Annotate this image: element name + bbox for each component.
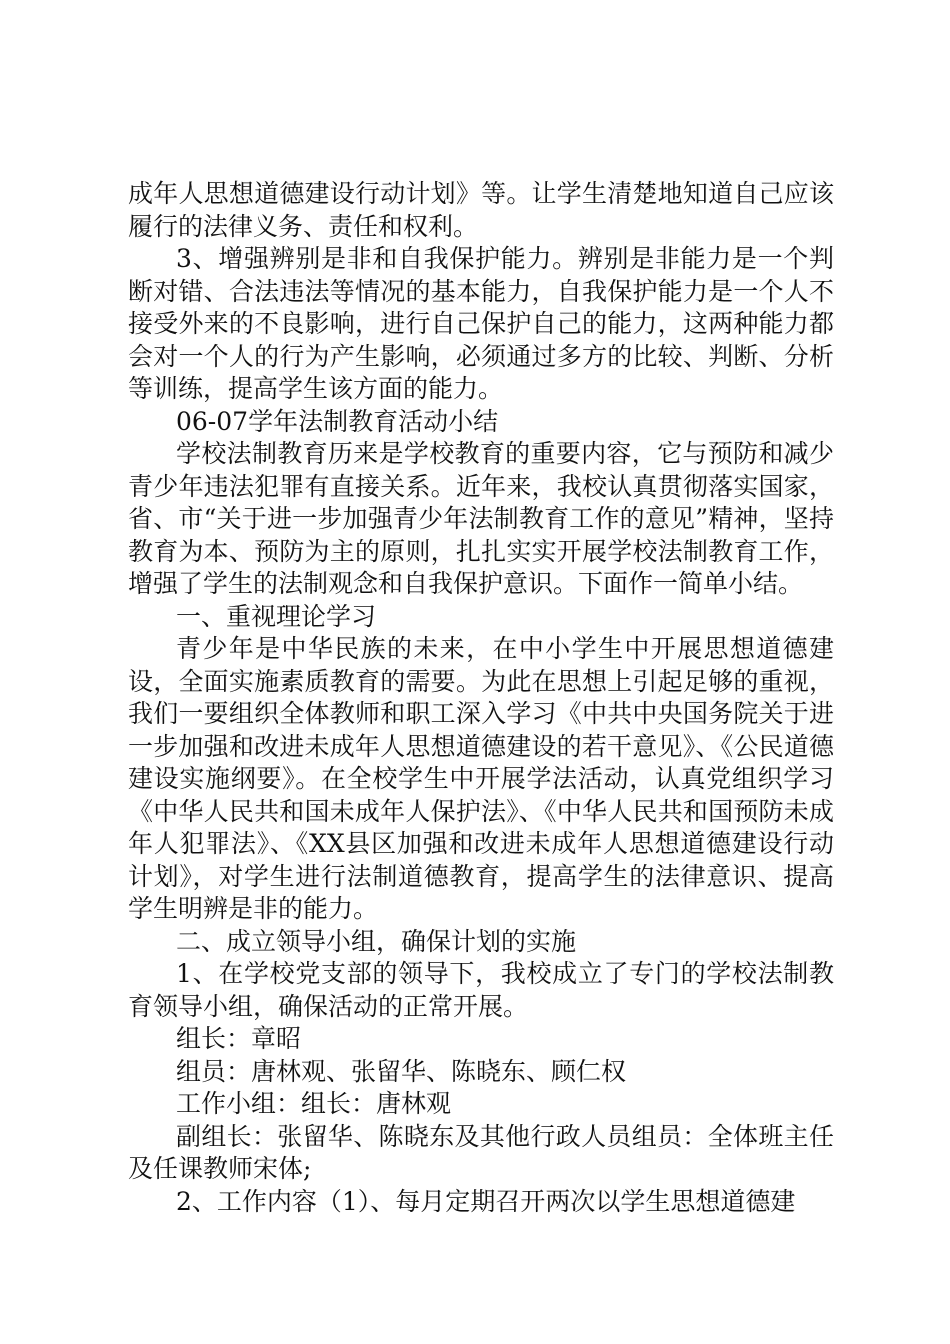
deputy-leader-line: 副组长：张留华、陈晓东及其他行政人员组员：全体班主任及任课教师宋体;	[128, 1121, 834, 1183]
paragraph-leadership: 1、在学校党支部的领导下，我校成立了专门的学校法制教育领导小组，确保活动的正常开展。	[128, 959, 834, 1021]
work-content-line: 2、工作内容（1）、每月定期召开两次以学生思想道德建	[176, 1186, 796, 1216]
paragraph-theory: 青少年是中华民族的未来，在中小学生中开展思想道德建设，全面实施素质教育的需要。为此在思想上引起足够的重视，我们一要组织全体教师和职工深入学习《中共中央国务院关于进一步加强和改进未成年人思想道德建设的若干意见》、《公民道德建设实施纲要》。在全校学生中开展学法活动，认真党组织学习《中华人民共和国未成年人保护法》、《中华人民共和国预防未成年人犯罪法》、《XX县区加强和改进未成年人思想道德建设行动计划》，对学生进行法制道德教育，提高学生的法律意识、提高学生明辨是非的能力。	[128, 634, 834, 923]
heading-1: 一、重视理论学习	[176, 601, 377, 631]
paragraph-continuation: 成年人思想道德建设行动计划》等。让学生清楚地知道自己应该履行的法律义务、责任和权利。	[128, 179, 834, 241]
leader-line: 组长：章昭	[176, 1024, 302, 1053]
section-title: 06-07学年法制教育活动小结	[176, 406, 499, 436]
document-page	[128, 178, 834, 1218]
paragraph-point-3: 3、增强辨别是非和自我保护能力。辨别是非能力是一个判断对错、合法违法等情况的基本能力，自我保护能力是一个人不接受外来的不良影响，进行自己保护自己的能力，这两种能力都会对一个人的行为产生影响，必须通过多方的比较、判断、分析等训练，提高学生该方面的能力。	[128, 244, 834, 403]
heading-2: 二、成立领导小组，确保计划的实施	[176, 926, 577, 956]
paragraph-intro: 学校法制教育历来是学校教育的重要内容，它与预防和减少青少年违法犯罪有直接关系。近年来，我校认真贯彻落实国家，省、市“关于进一步加强青少年法制教育工作的意见”精神，坚持教育为本、预防为主的原则，扎扎实实开展学校法制教育工作，增强了学生的法制观念和自我保护意识。下面作一简单小结。	[128, 439, 834, 598]
members-line: 组员：唐林观、张留华、陈晓东、顾仁权	[176, 1056, 627, 1086]
working-group-line: 工作小组：组长：唐林观	[176, 1089, 452, 1118]
